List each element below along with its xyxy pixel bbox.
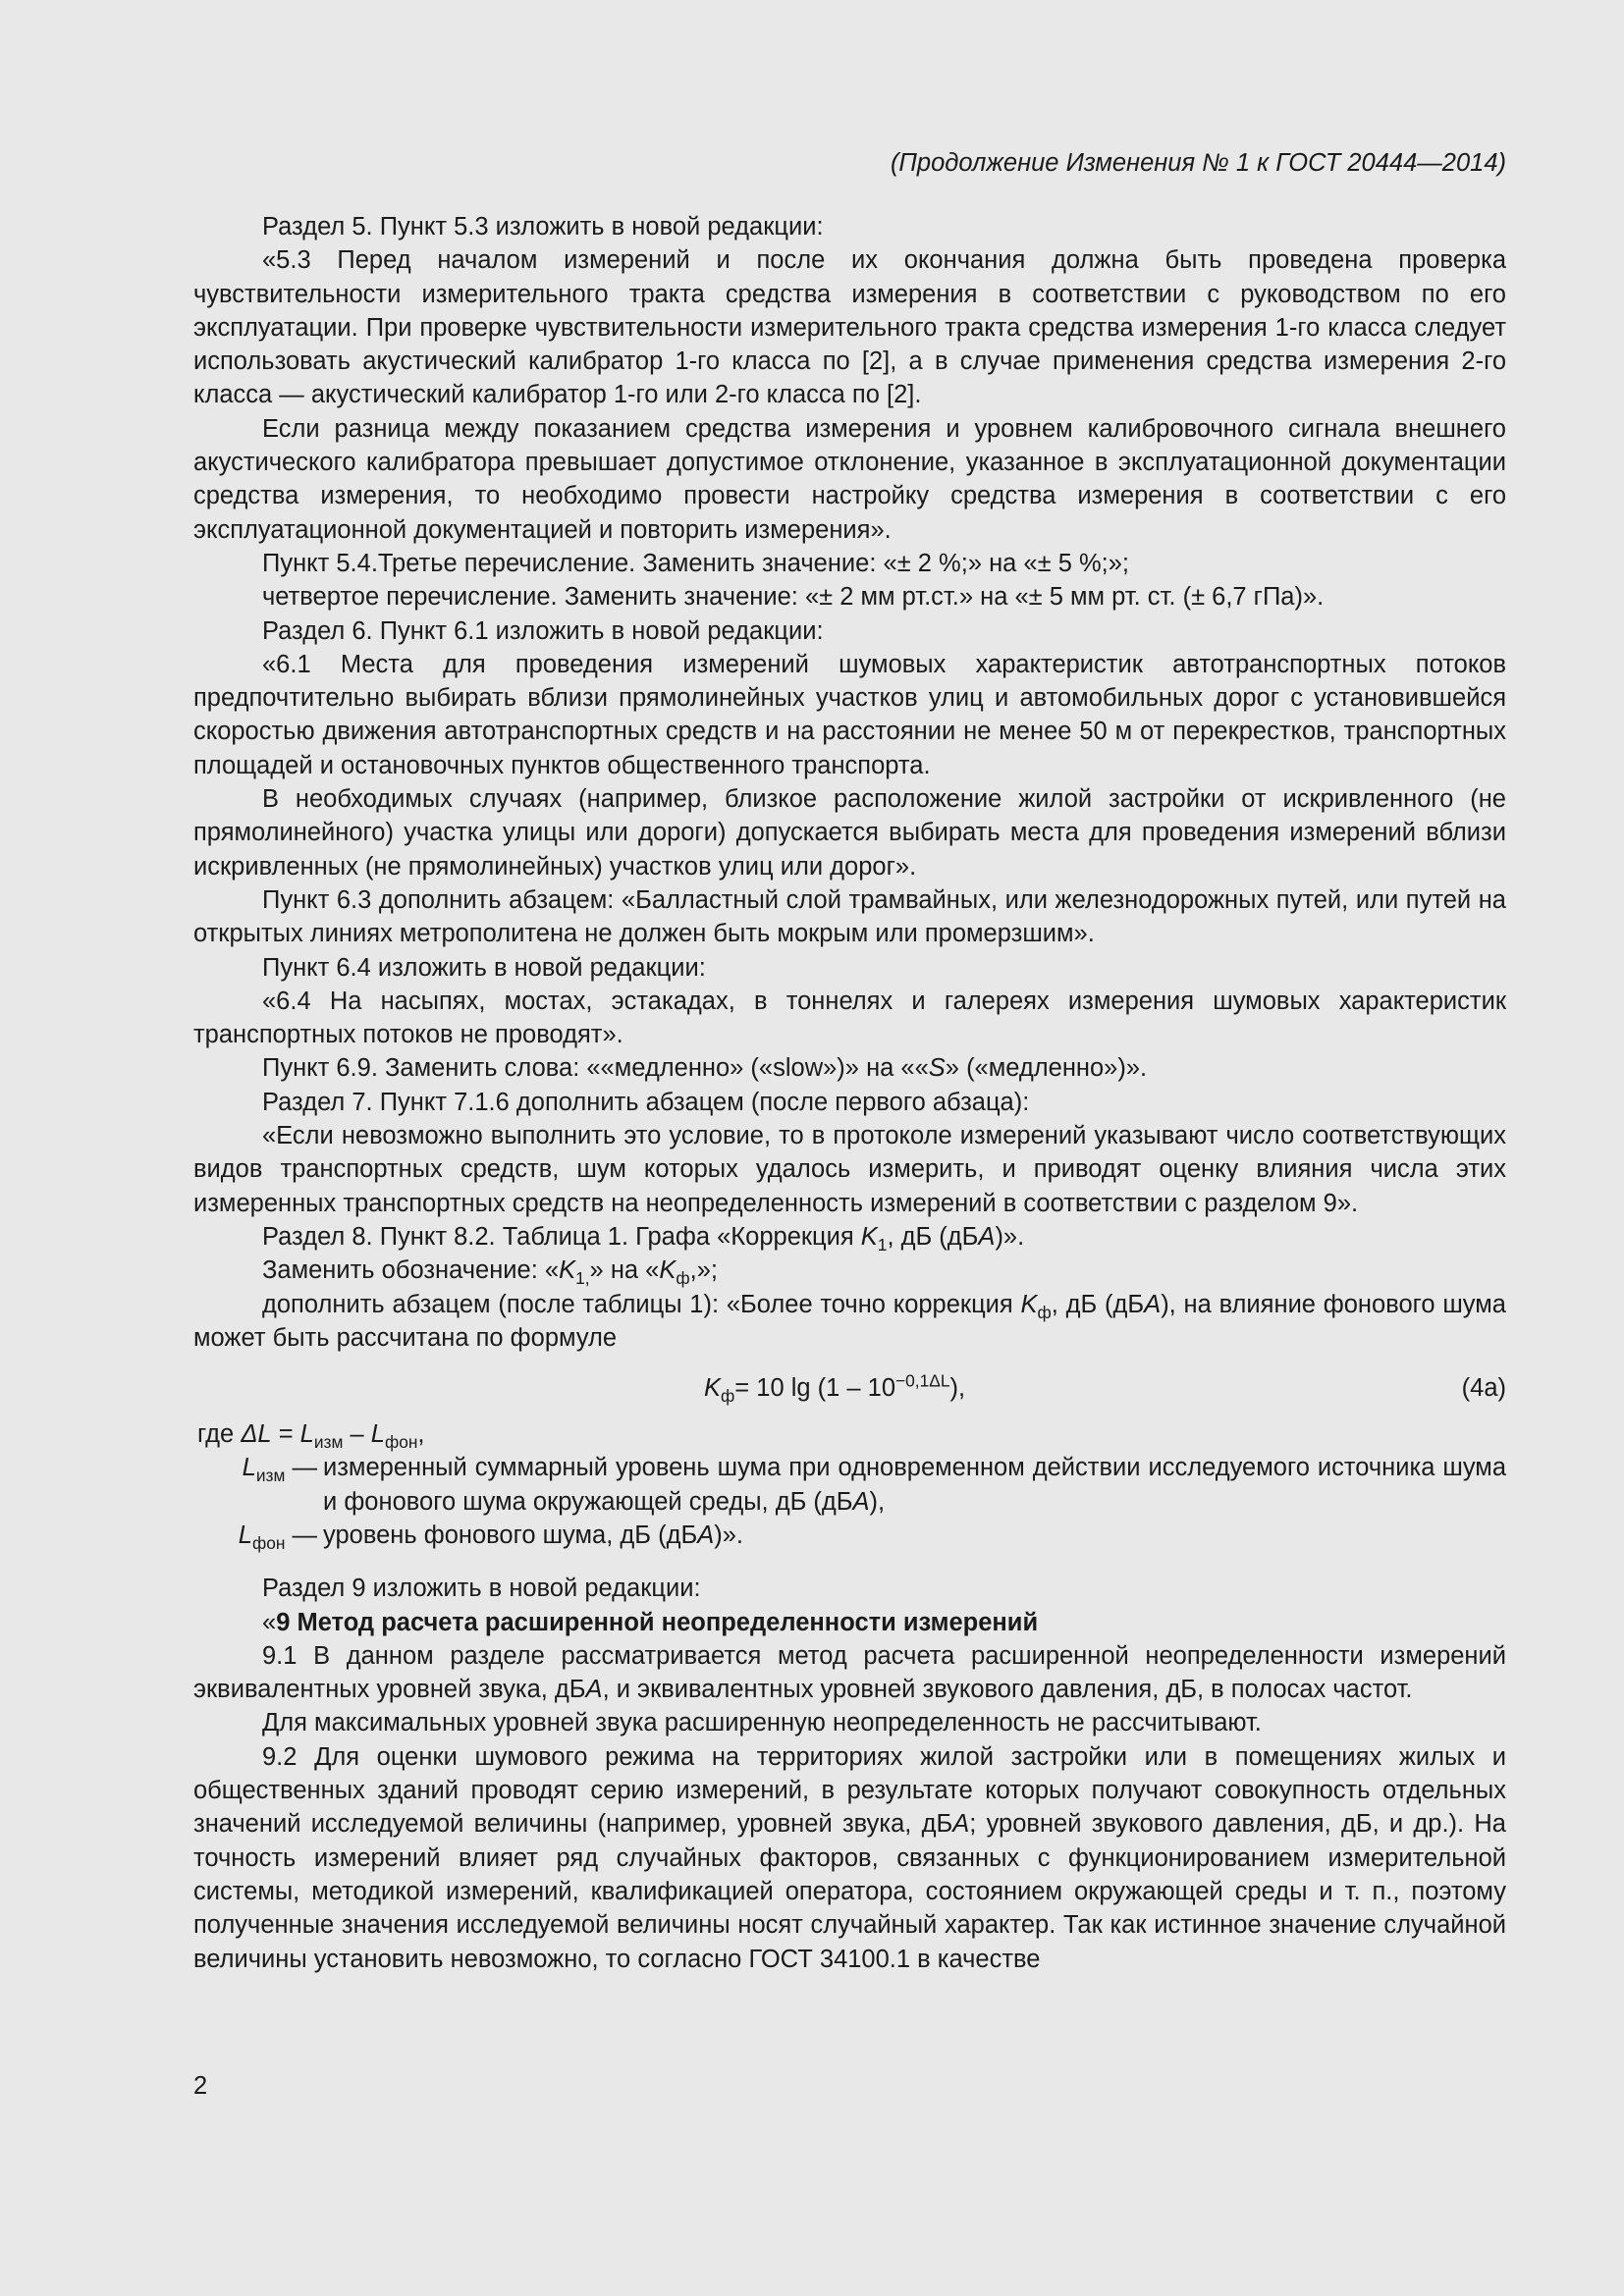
paragraph: Пункт 5.4.Третье перечисление. Заменить значение: «± 2 %;» на «± 5 %;»;: [262, 549, 1129, 577]
paragraph: «5.3 Перед началом измерений и после их окончания должна быть проведена проверка чувствительности измерительного тракта средства измерения в соответствии с руководством по его эксплуатации. При проверке чувствительности измерительного тракта средства измерения 1-го класса следует использовать акустический калибратор 1-го класса по [2], а в случае применения средства измерения 2-го класса — акустический калибратор 1-го или 2-го класса по [2].: [193, 246, 1506, 409]
paragraph: Раздел 9 изложить в новой редакции:: [262, 1575, 701, 1603]
formula-4a: [193, 1366, 1506, 1410]
paragraph-6-9: Пункт 6.9. Заменить слова: ««медленно» («slow»)» на ««S» («медленно»)».: [262, 1054, 1148, 1083]
paragraph-replace-symbol: Заменить обозначение: «$K_{1,}$» на «$K_ф$,»;: [262, 1256, 718, 1289]
paragraph: Раздел 6. Пункт 6.1 изложить в новой редакции:: [262, 616, 824, 645]
definition-l-fon: $L_{фон}$ — уровень фонового шума, дБ (дБA)».: [238, 1521, 743, 1554]
formula-number: (4а): [1461, 1374, 1506, 1403]
formula-definitions: [193, 1417, 1506, 1552]
paragraph-8-2: Раздел 8. Пункт 8.2. Таблица 1. Графа «Коррекция $K_1$, дБ (дБA)».: [262, 1222, 1025, 1255]
paragraph: четвертое перечисление. Заменить значение: «± 2 мм рт.ст.» на «± 5 мм рт. ст. (± 6,7 гПа)».: [262, 583, 1325, 612]
paragraph: Раздел 5. Пункт 5.3 изложить в новой редакции:: [262, 213, 824, 240]
document-body: [193, 210, 1506, 1976]
definition-where: где $\Delta L = L_{изм} - L_{фон}$,: [197, 1420, 425, 1453]
paragraph: «6.1 Места для проведения измерений шумовых характеристик автотранспортных потоков предпочтительно выбирать вблизи прямолинейных участков улиц и автомобильных дорог с установившейся скоростью движения автотранспортных средств и на расстоянии не менее 50 м от перекрестков, транспортных площадей и остановочных пунктов общественного транспорта.: [193, 650, 1506, 779]
definition-l-izm: $L_{изм}$ — измеренный суммарный уровень шума при одновременном действии исследуемого источника шума и фонового шума окружающей среды, дБ (дБA),: [242, 1454, 1506, 1516]
paragraph-9-2: 9.2 Для оценки шумового режима на территориях жилой застройки или в помещениях жилых и общественных зданий проводят серию измерений, в результате которых получают совокупность отдельных значений исследуемой величины (например, уровней звука, дБA; уровней звукового давления, дБ, и др.). На точность измерений влияет ряд случайных факторов, связанных с функционированием измерительной системы, методикой измерений, квалификацией оператора, состоянием окружающей среды и т. п., поэтому полученные значения исследуемой величины носят случайный характер. Так как истинное значение случайной величины установить невозможно, то согласно ГОСТ 34100.1 в качестве: [193, 1742, 1506, 1973]
paragraph: «Если невозможно выполнить это условие, то в протоколе измерений указывают число соответствующих видов транспортных средств, шум которых удалось измерить, и приводят оценку влияния числа этих измеренных транспортных средств на неопределенность измерений в соответствии с разделом 9».: [193, 1122, 1506, 1217]
page-header: (Продолжение Изменения № 1 к ГОСТ 20444—2014): [890, 149, 1506, 177]
paragraph: «6.4 На насыпях, мостах, эстакадах, в тоннелях и галереях измерения шумовых характеристик транспортных потоков не проводят».: [193, 987, 1506, 1049]
paragraph: В необходимых случаях (например, близкое расположение жилой застройки от искривленного (не прямолинейного) участка улицы или дороги) допускается выбирать места для проведения измерений вблизи искривленных (не прямолинейных) участков улиц или дорог».: [193, 785, 1506, 881]
paragraph: Пункт 6.4 изложить в новой редакции:: [262, 953, 706, 982]
formula-expression: $K_ф= 10$ $\lg (1 - 10^{-0,1\Delta L})$,: [704, 1370, 966, 1407]
paragraph: Пункт 6.3 дополнить абзацем: «Балластный слой трамвайных, или железнодорожных путей, или путей на открытых линиях метрополитена не должен быть мокрым или промерзшим».: [193, 885, 1506, 948]
paragraph-9-1: 9.1 В данном разделе рассматривается метод расчета расширенной неопределенности измерений эквивалентных уровней звука, дБA, и эквивалентных уровней звукового давления, дБ, в полосах частот.: [193, 1641, 1506, 1704]
section-9-title: «9 Метод расчета расширенной неопределенности измерений: [262, 1608, 1039, 1636]
page-number: 2: [193, 2072, 208, 2100]
paragraph: Для максимальных уровней звука расширенную неопределенность не рассчитывают.: [262, 1709, 1262, 1737]
paragraph-add: дополнить абзацем (после таблицы 1): «Более точно коррекция $K_ф$, дБ (дБA), на влияние фонового шума может быть рассчитана по формуле: [193, 1290, 1506, 1352]
paragraph: Раздел 7. Пункт 7.1.6 дополнить абзацем (после первого абзаца):: [262, 1088, 1030, 1116]
paragraph: Если разница между показанием средства измерения и уровнем калибровочного сигнала внешнего акустического калибратора превышает допустимое отклонение, указанное в эксплуатационной документации средства измерения, то необходимо провести настройку средства измерения в соответствии с его эксплуатационной документацией и повторить измерения».: [193, 414, 1506, 544]
